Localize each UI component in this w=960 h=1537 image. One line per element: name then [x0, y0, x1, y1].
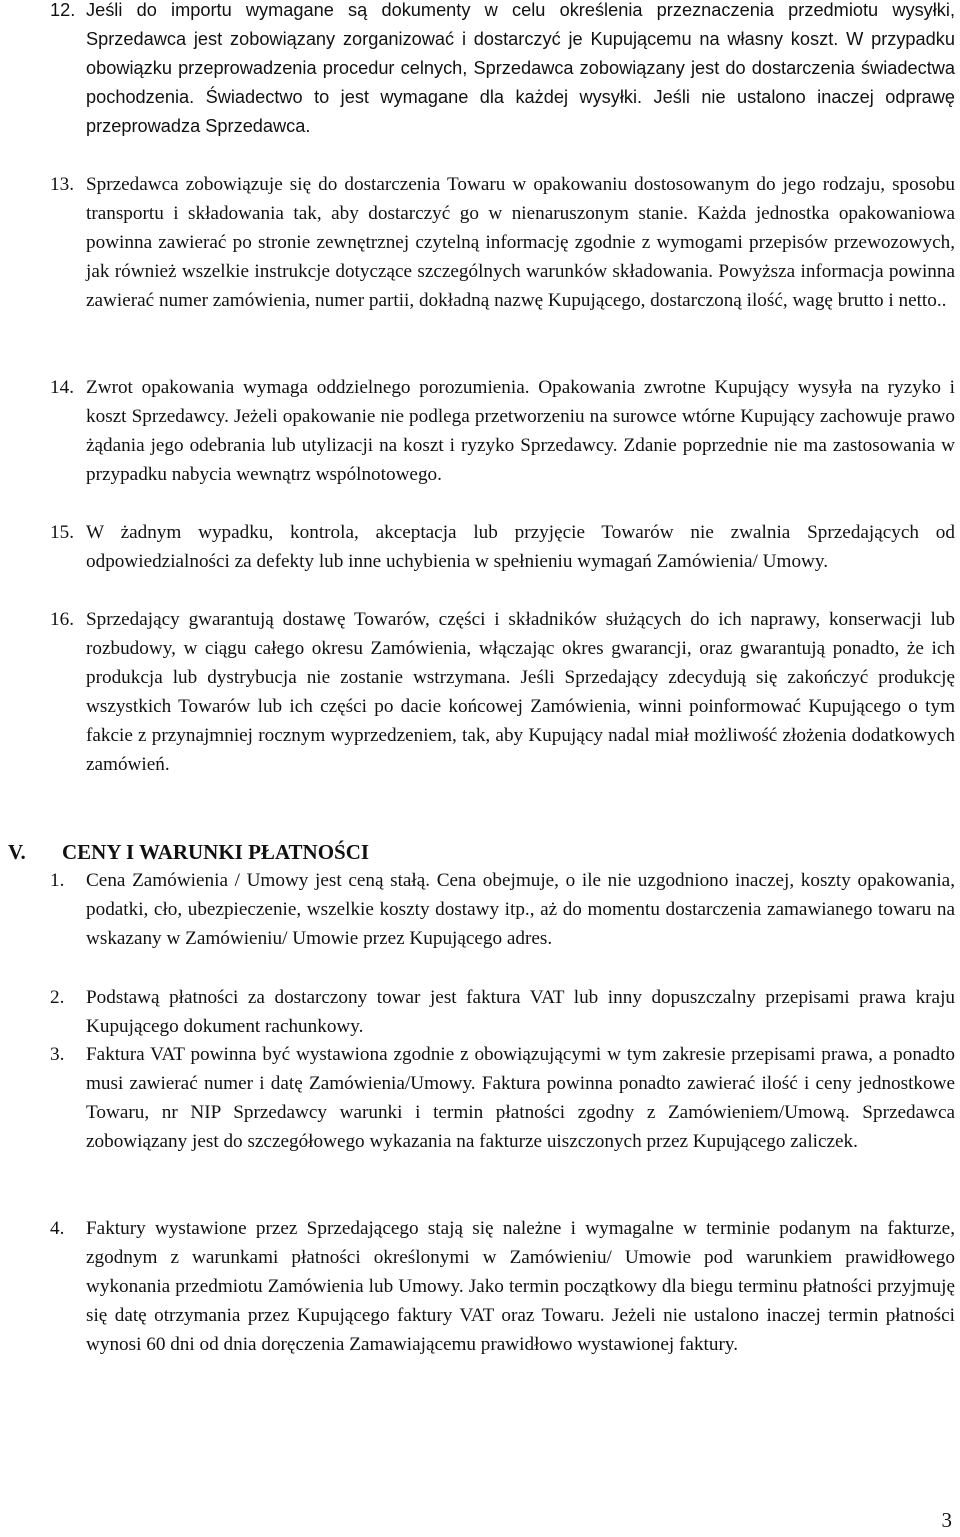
clause-text-serif: Zwrot opakowania wymaga oddzielnego porozumienia. Opakowania zwrotne Kupujący wysyła na ryzyko i koszt Sprzedawcy. Jeżeli opakowanie nie podlega przetworzeniu na surowce wtórne Kupujący zachowuje prawo żądania jego odebrania lub utylizacji na koszt i ryzyko Sprzedawcy. Zdanie poprzednie nie ma zastosowania w przypadku nabycia wewnątrz wspólnotowego.	[86, 377, 955, 485]
clause-13	[50, 170, 955, 315]
clause-14	[50, 373, 955, 489]
section-heading	[8, 838, 369, 867]
clause-number: 13.	[50, 174, 74, 195]
clause-16	[50, 605, 955, 779]
clause-text-serif: Sprzedający gwarantują dostawę Towarów, części i składników służących do ich naprawy, konserwacji lub rozbudowy, w ciągu całego okresu Zamówienia, włączając okres gwarancji, oraz gwarantują ponadto, że ich produkcja lub dystrybucja nie zostanie wstrzymana. Jeśli Sprzedający zdecydują się zakończyć produkcję wszystkich Towarów lub ich części po dacie końcowej Zamówienia, winni poinformować Kupującego o tym fakcie z przynajmniej rocznym wyprzedzeniem, tak, aby Kupujący nadal miał możliwość złożenia dodatkowych zamówień.	[86, 609, 955, 775]
clause-text-serif: W żadnym wypadku, kontrola, akceptacja lub przyjęcie Towarów nie zwalnia Sprzedających od odpowiedzialności za defekty lub inne uchybienia w spełnieniu wymagań Zamówienia/ Umowy.	[86, 522, 955, 572]
clause-text-sans: Sprzedawca zobowiązuje się do dostarczenia Towaru w opakowaniu dostosowanym do jego rodzaju, sposobu transportu i składowania tak, aby dostarczyć go w nienaruszonym stanie.	[86, 174, 955, 224]
clause-text: Faktury wystawione przez Sprzedającego stają się należne i wymagalne w terminie podanym na fakturze, zgodnym z warunkami płatności określonymi w Zamówieniu/ Umowie pod warunkiem prawidłowego wykonania przedmiotu Zamówienia lub Umowy. Jako termin początkowy dla biegu terminu płatności przyjmuję się datę otrzymania przez Kupującego faktury VAT oraz Towaru. Jeżeli nie ustalono inaczej termin płatności wynosi 60 dni od dnia doręczenia Zamawiającemu prawidłowo wystawionej faktury.	[86, 1218, 955, 1355]
clause-12	[50, 0, 955, 141]
page-number: 3	[941, 1508, 952, 1532]
clause-text	[86, 0, 955, 141]
payment-clause-3	[50, 1040, 955, 1156]
clause-number: 3.	[50, 1044, 65, 1065]
clause-text	[86, 170, 955, 315]
clause-number: 12.	[50, 0, 76, 20]
clause-text: Faktura VAT powinna być wystawiona zgodnie z obowiązującymi w tym zakresie przepisami prawa, a ponadto musi zawierać numer i datę Zamówienia/Umowy. Faktura powinna ponadto zawierać ilość i ceny jednostkowe Towaru, nr NIP Sprzedawcy warunki i termin płatności zgodny z Zamówieniem/Umową. Sprzedawca zobowiązany jest do szczegółowego wykazania na fakturze uiszczonych przez Kupującego zaliczek.	[86, 1044, 955, 1152]
clause-text	[86, 605, 955, 779]
clause-text-sans: Jeśli do importu wymagane są dokumenty w celu określenia przeznaczenia przedmiotu wysyłki, Sprzedawca jest zobowiązany zorganizować i dostarczyć je Kupującemu na własny koszt. W przypadku obowiązku przeprowadzenia procedur celnych, Sprzedawca zobowiązany jest do dostarczenia świadectwa pochodzenia. Świadectwo to jest wymagane dla każdej wysyłki. Jeśli nie ustalono inaczej odprawę przeprowadza Sprzedawca.	[86, 0, 955, 136]
clause-number: 14.	[50, 377, 74, 398]
clause-15	[50, 518, 955, 576]
clause-number: 4.	[50, 1218, 65, 1239]
clause-number: 1.	[50, 870, 65, 891]
clause-text: Cena Zamówienia / Umowy jest ceną stałą. Cena obejmuje, o ile nie uzgodniono inaczej, koszty opakowania, podatki, cło, ubezpieczenie, wszelkie koszty dostawy itp., aż do momentu dostarczenia zamawianego towaru na wskazany w Zamówieniu/ Umowie przez Kupującego adres.	[86, 870, 955, 949]
section-roman-numeral: V.	[8, 840, 26, 864]
clause-text	[86, 373, 955, 489]
clause-text: Podstawą płatności za dostarczony towar jest faktura VAT lub inny dopuszczalny przepisami prawa kraju Kupującego dokument rachunkowy.	[86, 987, 955, 1037]
clause-text-serif: Każda jednostka opakowaniowa powinna zawierać po stronie zewnętrznej czytelną informację zgodnie z wymogami przepisów przewozowych, jak również wszelkie instrukcje dotyczące szczególnych warunków składowania. Powyższa informacja powinna zawierać numer zamówienia, numer partii, dokładną nazwę Kupującego, dostarczoną ilość, wagę brutto i netto..	[86, 203, 955, 311]
payment-clause-1	[50, 866, 955, 953]
clause-number: 16.	[50, 609, 74, 630]
section-title: CENY I WARUNKI PŁATNOŚCI	[62, 840, 370, 864]
payment-clause-4	[50, 1214, 955, 1359]
clause-number: 15.	[50, 522, 74, 543]
clause-text	[86, 518, 955, 576]
payment-clause-2	[50, 983, 955, 1041]
clause-number: 2.	[50, 987, 65, 1008]
